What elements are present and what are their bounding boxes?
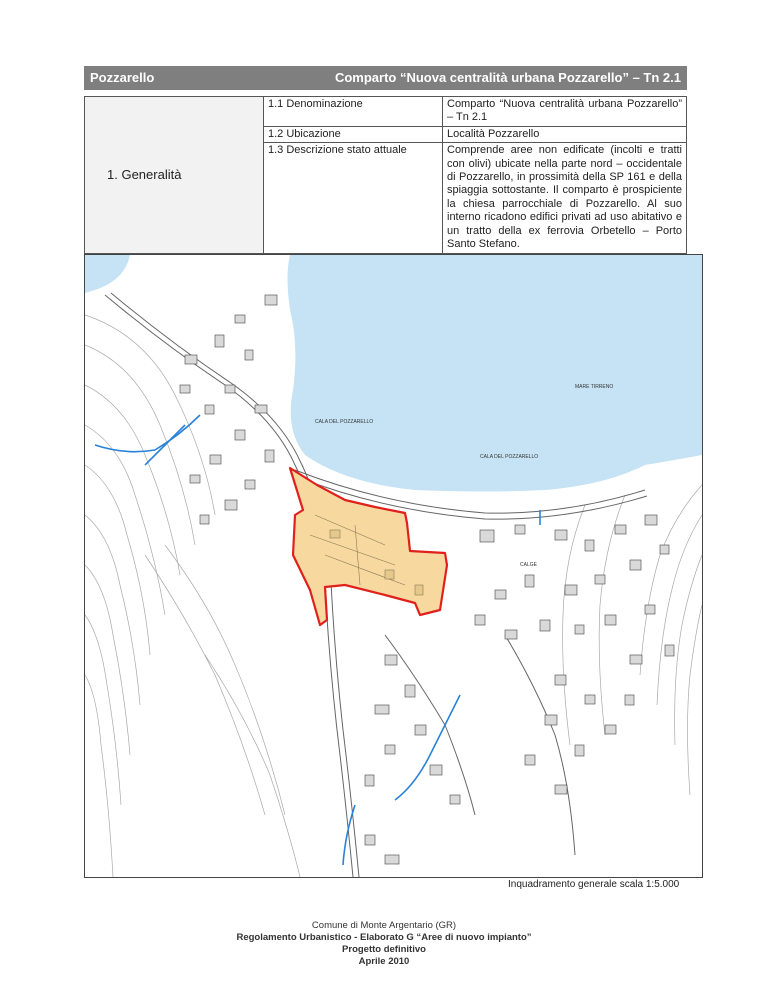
sea-corner [85, 255, 130, 293]
table-row [85, 97, 687, 127]
row-label: 1.2 Ubicazione [264, 126, 443, 142]
footer-line: Comune di Monte Argentario (GR) [311, 920, 457, 931]
header-title: Comparto “Nuova centralità urbana Pozzarello” – Tn 2.1 [334, 70, 681, 85]
row-label: 1.1 Denominazione [264, 97, 443, 127]
map-caption: Inquadramento generale scala 1:5.000 [508, 879, 680, 890]
row-label: 1.3 Descrizione stato attuale [264, 143, 443, 254]
footer-line: Progetto definitivo [342, 944, 426, 955]
map-label-sea: MARE TIRRENO [575, 384, 614, 390]
info-table [84, 96, 687, 254]
footer-line: Regolamento Urbanistico - Elaborato G “Aree di nuovo impianto” [236, 932, 532, 943]
row-value: Comprende aree non edificate (incolti e tratti con olivi) ubicate nella parte nord – occidentale di Pozzarello, in prossimità della SP 161 e della spiaggia sottostante. Il comparto è prospiciente la chiesa parrocchiale di Pozzarello. Al suo interno ricadono edifici privati ad uso abitativo e un tratto della ex ferrovia Orbetello – Porto Santo Stefano. [443, 143, 687, 254]
row-value: Comparto “Nuova centralità urbana Pozzarello” – Tn 2.1 [443, 97, 687, 127]
footer-line: Aprile 2010 [358, 956, 410, 967]
map-svg [85, 255, 702, 877]
project-area [290, 468, 447, 625]
map-label-bay: CALA DEL POZZARELLO [480, 454, 539, 460]
row-value: Località Pozzarello [443, 126, 687, 142]
location-map [84, 254, 703, 878]
section-title: 1. Generalità [85, 97, 264, 254]
map-label-bay: CALA DEL POZZARELLO [315, 419, 374, 425]
document-header [84, 66, 687, 90]
header-location: Pozzarello [90, 70, 155, 85]
map-label-street: CALGE [520, 562, 537, 568]
page-footer [0, 920, 768, 968]
